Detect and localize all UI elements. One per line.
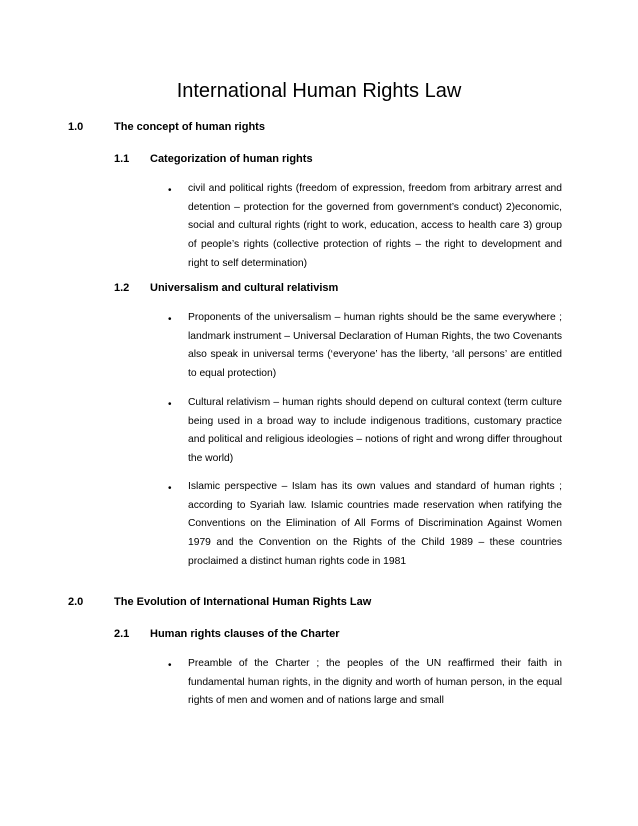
bullet-text-2-1-a: Preamble of the Charter ; the peoples of the UN reaffirmed their faith in fundamental human rights, in the dignity and worth of human person, in the equal rights of men and women and of nations large and small xyxy=(188,658,562,707)
section-2-0-heading: The Evolution of International Human Rights Law xyxy=(114,596,372,608)
bullet-icon: • xyxy=(168,185,172,196)
subsection-2-1-heading: Human rights clauses of the Charter xyxy=(150,628,340,640)
subsection-1-1-number: 1.1 xyxy=(114,153,130,165)
bullet-text-1-2-c: Islamic perspective – Islam has its own values and standard of human rights ; according to Syariah law. Islamic countries made reservation when ratifying the Conventions on the Elimination of All Forms of Discrimination Against Women 1979 and the Convention on the Rights of the Child 1989 – these countries proclaimed a distinct human rights code in 1981 xyxy=(188,481,562,567)
document-title: International Human Rights Law xyxy=(176,80,462,102)
section-2-0-number: 2.0 xyxy=(68,596,84,608)
subsection-2-1-number: 2.1 xyxy=(114,628,130,640)
bullet-icon: • xyxy=(168,483,172,494)
section-1-0-number: 1.0 xyxy=(68,121,84,133)
subsection-1-2-number: 1.2 xyxy=(114,282,130,294)
bullet-icon: • xyxy=(168,399,172,410)
subsection-1-2-heading: Universalism and cultural relativism xyxy=(150,282,339,294)
bullet-text-1-2-b: Cultural relativism – human rights should depend on cultural context (term culture being used in a broad way to include indigenous traditions, customary practice and political and religious ideologies – notions of right and wrong differ throughout the world) xyxy=(188,397,562,465)
bullet-icon: • xyxy=(168,660,172,671)
subsection-1-1-heading: Categorization of human rights xyxy=(150,153,313,165)
bullet-text-1-2-a: Proponents of the universalism – human rights should be the same everywhere ; landmark instrument – Universal Declaration of Human Rights, the two Covenants also speak in universal terms (‘everyone’ has the liberty, ‘all persons’ are entitled to equal protection) xyxy=(188,312,562,380)
bullet-icon: • xyxy=(168,314,172,325)
section-1-0-heading: The concept of human rights xyxy=(114,121,265,133)
bullet-text-1-1-a: civil and political rights (freedom of expression, freedom from arbitrary arrest and detention – protection for the governed from government’s conduct) 2)economic, social and cultural rights (right to work, education, access to health care 3) group of people’s rights (collective protection of rights – the right to development and right to self determination) xyxy=(188,183,562,269)
